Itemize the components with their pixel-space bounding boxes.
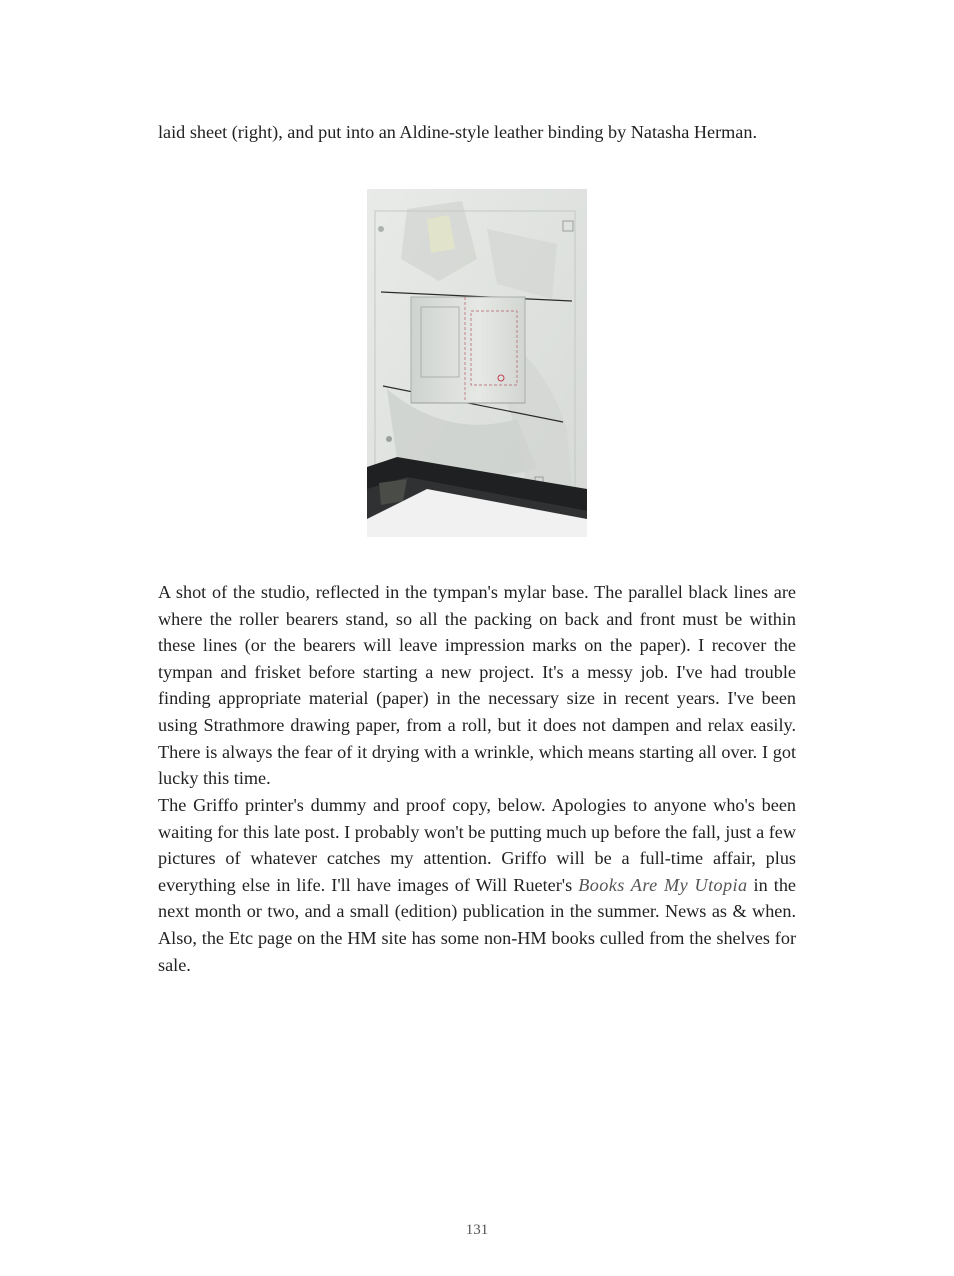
page-number: 131 — [465, 1222, 489, 1238]
paragraph-text-segment: The Griffo printer's dummy and proof copy, below. Apologies to anyone who's been waiting for this late post. I probably won't be putting much up before the fall, just a few pictures of whatever catches my attention. Griffo will be a full-time affair, plus everything else in life. I'll have images of Will Rueter's — [158, 795, 796, 895]
tympan-photo — [367, 189, 587, 537]
paragraph-text-segment: in the next month or two, and a small (edition) publication in the summer. News as & when. Also, the Etc page on the HM site has some non-HM books culled from the shelves for sale. — [158, 874, 796, 975]
paragraph-binding-note: laid sheet (right), and put into an Aldine-style leather binding by Natasha Herman. — [158, 122, 758, 142]
paragraph-tympan-description: A shot of the studio, reflected in the tympan's mylar base. The parallel black lines are where the roller bearers stand, so all the packing on back and front must be within these lines (or the bearers will leave impression marks on the paper). I recover the tympan and frisket before starting a new project. It's a messy job. I've had trouble finding appropriate material (paper) in the necessary size in recent years. I've been using Strathmore drawing paper, from a roll, but it does not dampen and relax easily. There is always the fear of it drying with a wrinkle, which means starting all over. I got lucky this time. — [158, 582, 796, 789]
paragraph-griffo-update — [158, 792, 796, 978]
book-title: Books Are My Utopia — [578, 874, 748, 895]
